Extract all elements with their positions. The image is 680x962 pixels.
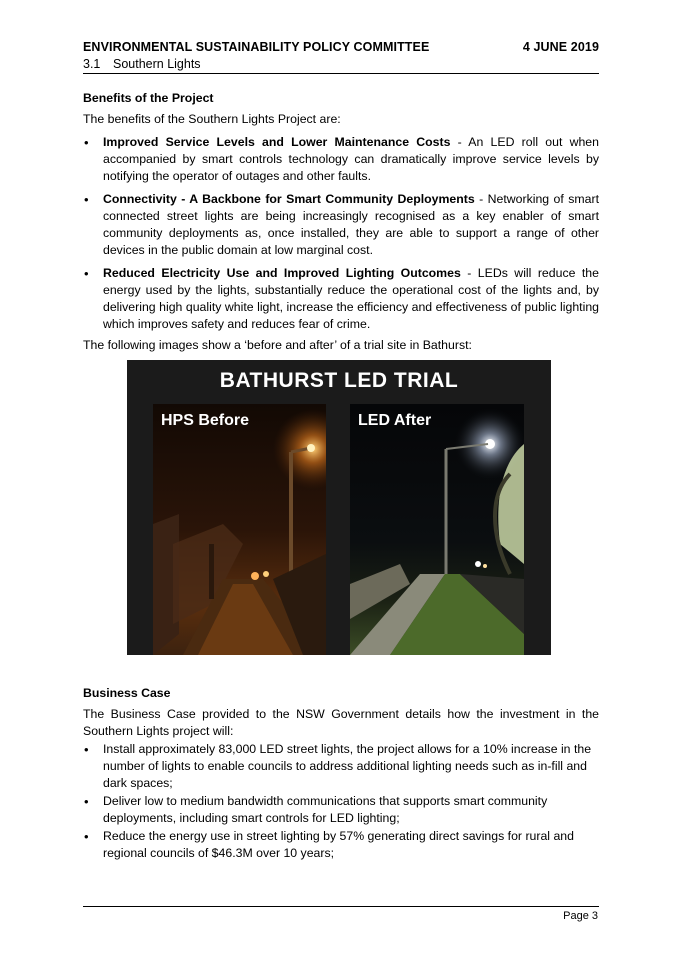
item-title: Southern Lights (113, 57, 201, 71)
page-body (83, 90, 599, 863)
footer-divider (83, 906, 599, 907)
business-case-item: • Reduce the energy use in street lighting by 57% generating direct savings for rural and regional councils of $46.3M over 10 years; (83, 828, 599, 862)
business-case-item: • Deliver low to medium bandwidth communications that supports smart community deployments, including smart controls for LED lighting; (83, 793, 599, 827)
benefit-title: Reduced Electricity Use and Improved Lighting Outcomes (103, 266, 461, 280)
benefit-title: Improved Service Levels and Lower Maintenance Costs (103, 135, 451, 149)
benefit-text: - An LED roll out when accompanied by smart controls technology can dramatically improve service levels by notifying the operator of outages and other faults. (103, 135, 599, 183)
benefit-item (83, 191, 599, 259)
item-number: 3.1 (83, 57, 101, 71)
benefit-item (83, 265, 599, 333)
benefits-heading: Benefits of the Project (83, 91, 214, 105)
benefits-list (83, 134, 599, 333)
benefit-item (83, 134, 599, 185)
after-label: LED After (358, 412, 432, 429)
hps-before-image (153, 404, 326, 655)
photo-title: BATHURST LED TRIAL (219, 369, 459, 392)
benefits-intro: The benefits of the Southern Lights Project are: (83, 112, 341, 126)
before-label: HPS Before (161, 412, 250, 429)
benefit-title: Connectivity - A Backbone for Smart Community Deployments (103, 192, 475, 206)
benefit-text: - Networking of smart connected street lights are being increasingly recognised as a key enabler of smart community deployments as, once installed, they are able to support a range of other devices in the public domain at low marginal cost. (103, 192, 599, 257)
business-case-intro: The Business Case provided to the NSW Government details how the investment in the Southern Lights project will: (83, 707, 599, 738)
bathurst-trial-photo (127, 360, 551, 655)
page-header (83, 40, 599, 74)
committee-name: ENVIRONMENTAL SUSTAINABILITY POLICY COMMITTEE (83, 40, 430, 54)
hps-street-scene (153, 404, 326, 655)
page-number: Page 3 (563, 910, 598, 922)
led-street-scene (350, 404, 524, 655)
business-case-list (83, 741, 599, 862)
meeting-date: 4 JUNE 2019 (522, 40, 599, 54)
image-intro: The following images show a ‘before and after’ of a trial site in Bathurst: (83, 338, 472, 352)
header-title-line (83, 40, 599, 54)
led-after-image (350, 404, 524, 655)
header-divider (83, 73, 599, 74)
item-reference (83, 57, 599, 71)
benefit-text: - LEDs will reduce the energy used by the lights, substantially reduce the operational cost of the lights and, by delivering high quality white light, increase the efficiency and effectiveness of public lighting which improves safety and reduces fear of crime. (103, 266, 599, 331)
business-case-item: • Install approximately 83,000 LED street lights, the project allows for a 10% increase in the number of lights to enable councils to address additional lighting needs such as in-fill and dark spaces; (83, 741, 599, 792)
business-case-heading: Business Case (83, 686, 171, 700)
